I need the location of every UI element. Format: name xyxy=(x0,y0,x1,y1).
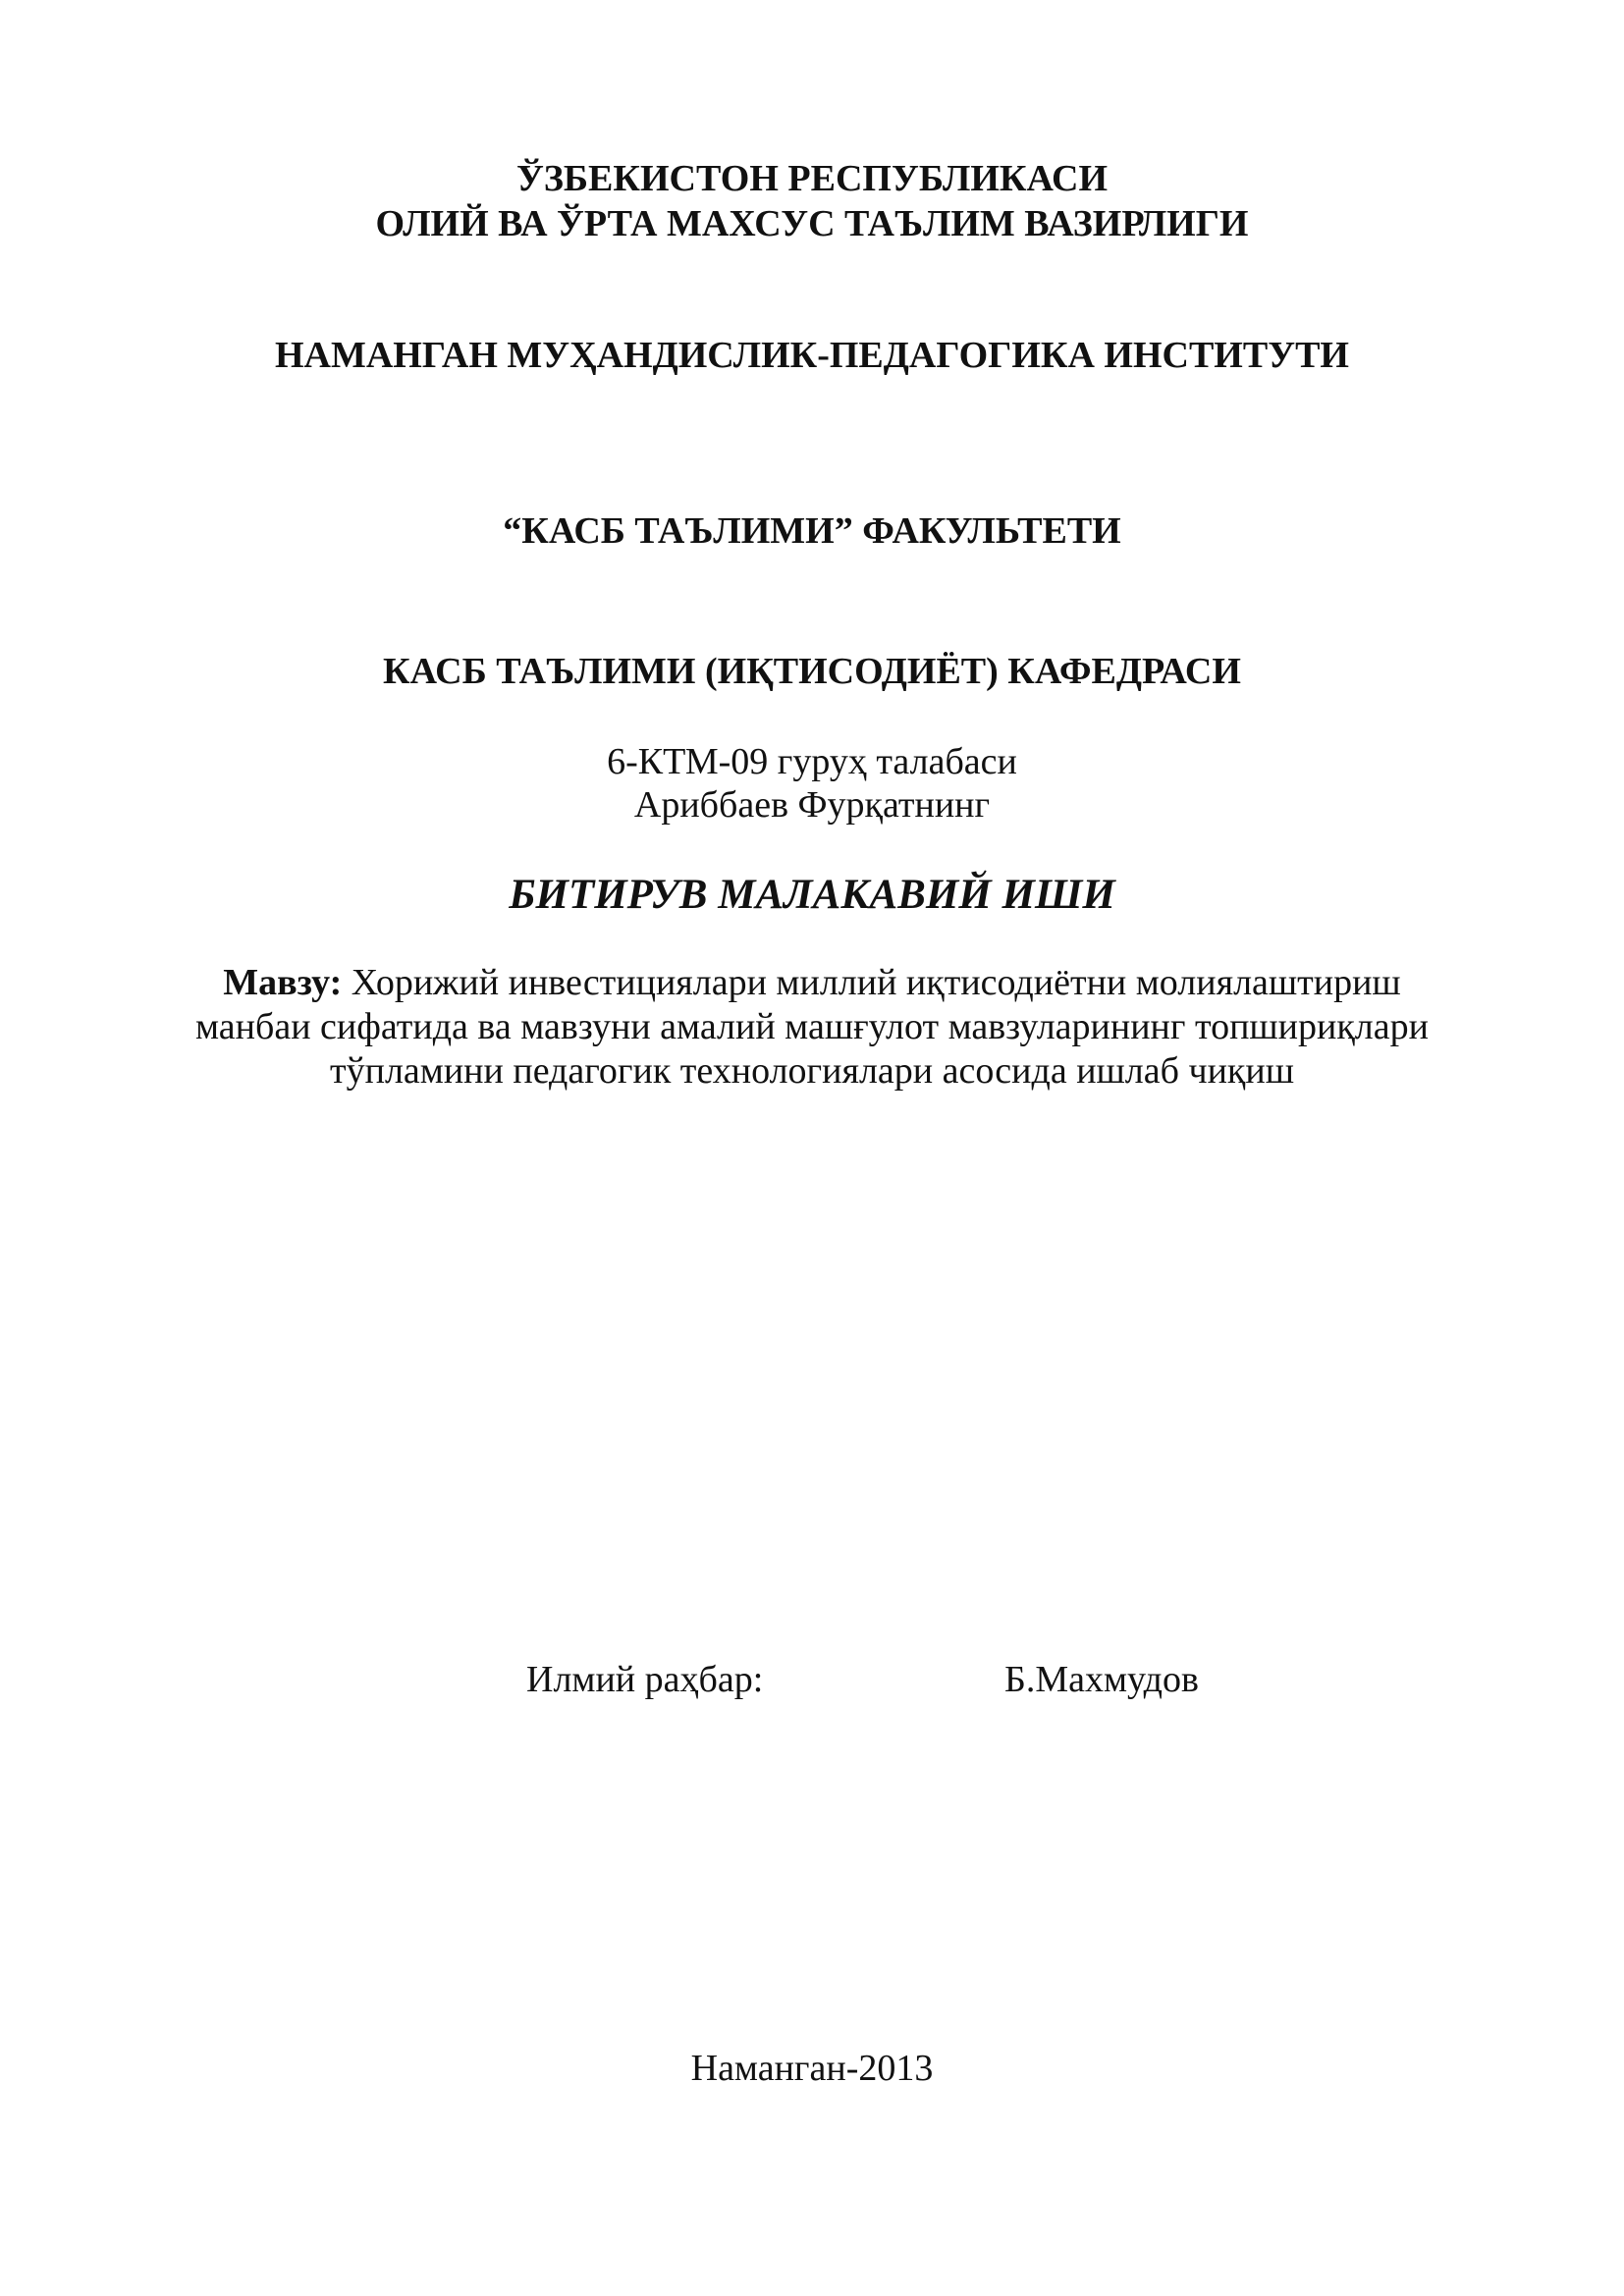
topic-text-1: Хорижий инвестициялари миллий иқтисодиётни молиялаштириш xyxy=(351,962,1401,1003)
topic-label: Мавзу: xyxy=(223,962,343,1003)
institute-heading: НАМАНГАН МУҲАНДИСЛИК-ПЕДАГОГИКА ИНСТИТУТИ xyxy=(275,335,1349,376)
department-heading: КАСБ ТАЪЛИМИ (ИҚТИСОДИЁТ) КАФЕДРАСИ xyxy=(383,651,1241,692)
ministry-heading: ОЛИЙ ВА ЎРТА МАХСУС ТАЪЛИМ ВАЗИРЛИГИ xyxy=(375,203,1249,244)
supervisor-name: Б.Махмудов xyxy=(1004,1659,1199,1700)
republic-heading: ЎЗБЕКИСТОН РЕСПУБЛИКАСИ xyxy=(515,158,1109,199)
work-title: БИТИРУВ МАЛАКАВИЙ ИШИ xyxy=(509,872,1115,918)
student-name: Ариббаев Фурқатнинг xyxy=(633,784,991,826)
student-group: 6-КТМ-09 гуруҳ талабаси xyxy=(607,741,1017,782)
topic-line-2: манбаи сифатида ва мавзуни амалий машғулот мавзуларининг топшириқлари xyxy=(195,1006,1429,1047)
place-year: Наманган-2013 xyxy=(690,2048,934,2089)
supervisor-label: Илмий раҳбар: xyxy=(526,1659,764,1700)
topic-line-1 xyxy=(0,964,1624,1001)
faculty-heading: “КАСБ ТАЪЛИМИ” ФАКУЛЬТЕТИ xyxy=(503,510,1121,552)
topic-line-3: тўпламини педагогик технологиялари асосида ишлаб чиқиш xyxy=(330,1050,1294,1092)
